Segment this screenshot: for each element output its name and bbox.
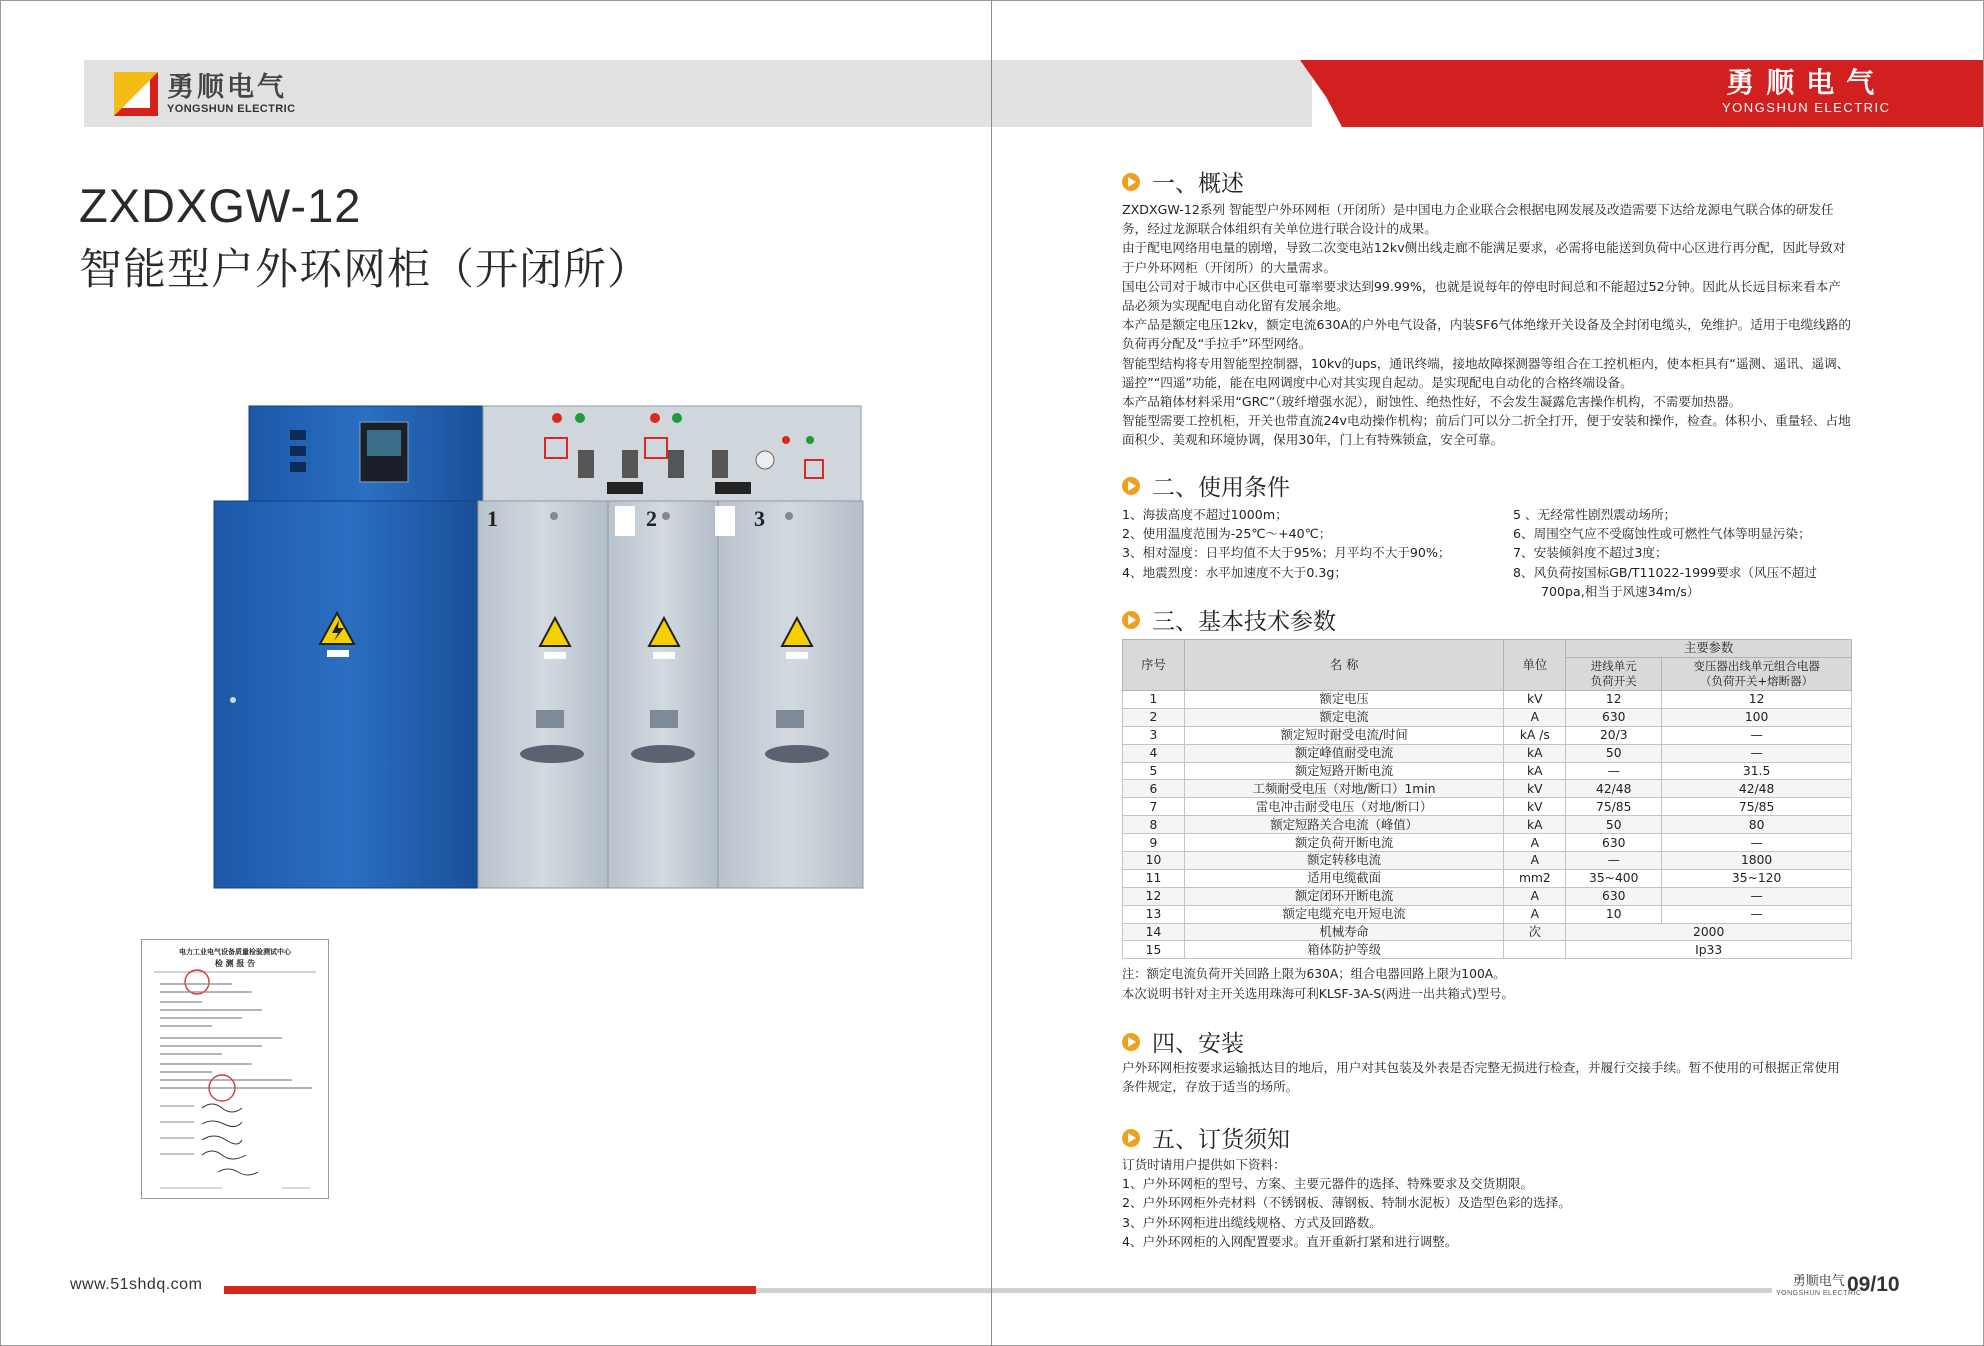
cell-unit: kV xyxy=(1504,798,1566,816)
overview-paragraph: 本产品箱体材料采用“GRC”（玻纤增强水泥），耐蚀性、绝热性好，不会发生凝露危害操作机构，不需要加热器。 xyxy=(1122,394,1742,410)
cell-unit: kA xyxy=(1504,816,1566,834)
footer-brand-en: YONGSHUN ELECTRIC xyxy=(1776,1290,1862,1297)
cell-unit: A xyxy=(1504,834,1566,852)
cell-inlet: 20/3 xyxy=(1566,726,1662,744)
cell-name: 额定电缆充电开短电流 xyxy=(1184,905,1503,923)
cell-inlet: 630 xyxy=(1566,708,1662,726)
section-title-params: 三、基本技术参数 xyxy=(1122,603,1336,636)
cell-inlet: 12 xyxy=(1566,691,1662,709)
cell-no: 1 xyxy=(1123,691,1185,709)
condition-item: 8、风负荷按国标GB/T11022-1999要求（风压不超过 xyxy=(1513,564,1817,580)
ordering-item: 2、户外环网柜外壳材料（不锈钢板、薄钢板、特制水泥板）及造型色彩的选择。 xyxy=(1122,1195,1571,1211)
table-note: 本次说明书针对主开关选用珠海可利KLSF-3A-S(两进一出共箱式)型号。 xyxy=(1122,986,1514,1001)
section-title-overview: 一、概述 xyxy=(1122,165,1244,198)
cell-unit: A xyxy=(1504,708,1566,726)
table-header-unit: 单位 xyxy=(1504,640,1566,691)
overview-paragraph: ZXDXGW-12系列 智能型户外环网柜（开闭所）是中国电力企业联合会根据电网发展及改造需要下达给龙源电气联合体的研发任务，经过龙源联合体组织有关单位进行联合设计的成果。 xyxy=(1122,202,1834,237)
section-title-ordering: 五、订货须知 xyxy=(1122,1121,1290,1154)
table-row xyxy=(1123,887,1852,905)
condition-item: 5 、无经常性剧烈震动场所； xyxy=(1513,507,1677,522)
logo-name-cn: 勇顺电气 xyxy=(167,72,287,103)
cell-unit: kA xyxy=(1504,744,1566,762)
cell-name: 额定峰值耐受电流 xyxy=(1184,744,1503,762)
overview-text xyxy=(1122,200,1852,450)
cell-inlet: 42/48 xyxy=(1566,780,1662,798)
table-row xyxy=(1123,834,1852,852)
cell-name: 箱体防护等级 xyxy=(1184,941,1503,959)
cell-name: 适用电缆截面 xyxy=(1184,869,1503,887)
cell-no: 9 xyxy=(1123,834,1185,852)
overview-paragraph: 智能型需要工控机柜，开关也带直流24v电动操作机构；前后门可以分二折全打开，便于安装和操作，检查。体积小、重量轻、占地面积少、美观和环境协调，保用30年，门上有特殊锁盒，安全可靠。 xyxy=(1122,413,1851,448)
table-row xyxy=(1123,816,1852,834)
cell-no: 6 xyxy=(1123,780,1185,798)
table-row xyxy=(1123,780,1852,798)
cell-transformer: — xyxy=(1662,905,1852,923)
ordering-intro: 订货时请用户提供如下资料： xyxy=(1122,1157,1286,1172)
page-number: 09/10 xyxy=(1847,1273,1900,1296)
bullet-play-icon xyxy=(1122,477,1140,495)
cell-merged-value: Ip33 xyxy=(1566,941,1852,959)
cell-transformer: — xyxy=(1662,744,1852,762)
overview-paragraph: 智能型结构将专用智能型控制器，10kv的ups，通讯终端，接地故障探测器等组合在工控机柜内，使本柜具有“遥测、遥讯、遥调、遥控”“四遥”功能，能在电网调度中心对其实现自起动。是实现配电自动化的合格终端设备。 xyxy=(1122,355,1850,390)
ordering-item: 4、户外环网柜的入网配置要求。直开重新打紧和进行调整。 xyxy=(1122,1233,1458,1249)
product-name-title: 智能型户外环网柜（开闭所） xyxy=(79,245,651,295)
table-header-transformer: 变压器出线单元组合电器 （负荷开关+熔断器） xyxy=(1662,658,1852,691)
cell-inlet: 75/85 xyxy=(1566,798,1662,816)
table-row xyxy=(1123,852,1852,870)
logo-name-en: YONGSHUN ELECTRIC xyxy=(167,103,296,115)
cell-inlet: — xyxy=(1566,852,1662,870)
footer-red-bar xyxy=(224,1286,756,1294)
brand-name-en: YONGSHUN ELECTRIC xyxy=(1722,100,1891,115)
cell-transformer: 31.5 xyxy=(1662,762,1852,780)
table-row xyxy=(1123,708,1852,726)
cell-no: 3 xyxy=(1123,726,1185,744)
cell-unit: kV xyxy=(1504,691,1566,709)
table-header-inlet: 进线单元 负荷开关 xyxy=(1566,658,1662,691)
cell-name: 额定电流 xyxy=(1184,708,1503,726)
condition-item: 3、相对湿度：日平均值不大于95%；月平均不大于90%； xyxy=(1122,545,1451,561)
cell-no: 12 xyxy=(1123,887,1185,905)
table-row xyxy=(1123,744,1852,762)
condition-item: 2、使用温度范围为-25℃～+40℃； xyxy=(1122,526,1332,542)
condition-item: 1、海拔高度不超过1000m； xyxy=(1122,507,1288,522)
panel-number-1: 1 xyxy=(487,506,498,531)
page-spine xyxy=(991,0,992,1346)
cell-name: 额定负荷开断电流 xyxy=(1184,834,1503,852)
brand-name-cn: 勇顺电气 xyxy=(1726,66,1887,99)
cell-unit xyxy=(1504,941,1566,959)
table-row xyxy=(1123,798,1852,816)
cell-inlet: — xyxy=(1566,762,1662,780)
table-header-main: 主要参数 xyxy=(1566,640,1852,658)
conditions-right-list xyxy=(1513,505,1817,601)
bullet-play-icon xyxy=(1122,1033,1140,1051)
section-title-conditions: 二、使用条件 xyxy=(1122,469,1290,502)
cell-inlet: 35~400 xyxy=(1566,869,1662,887)
cell-unit: kV xyxy=(1504,780,1566,798)
cell-name: 额定转移电流 xyxy=(1184,852,1503,870)
section-title-installation: 四、安装 xyxy=(1122,1025,1244,1058)
ordering-item: 3、户外环网柜进出缆线规格、方式及回路数。 xyxy=(1122,1214,1382,1230)
cell-unit: A xyxy=(1504,887,1566,905)
cell-unit: kA xyxy=(1504,762,1566,780)
product-model-title: ZXDXGW-12 xyxy=(79,179,362,232)
cell-name: 额定闭环开断电流 xyxy=(1184,887,1503,905)
bullet-play-icon xyxy=(1122,1129,1140,1147)
footer-grey-bar-right xyxy=(992,1288,1772,1293)
table-header-name: 名 称 xyxy=(1184,640,1503,691)
cell-no: 15 xyxy=(1123,941,1185,959)
table-row xyxy=(1123,691,1852,709)
cell-name: 工频耐受电压（对地/断口）1min xyxy=(1184,780,1503,798)
footer-website[interactable]: www.51shdq.com xyxy=(70,1276,203,1293)
ordering-list xyxy=(1122,1155,1852,1251)
ordering-item: 1、户外环网柜的型号、方案、主要元器件的选择、特殊要求及交货期限。 xyxy=(1122,1176,1534,1192)
right-header-brand xyxy=(1722,66,1891,115)
table-row xyxy=(1123,726,1852,744)
cell-transformer: 80 xyxy=(1662,816,1852,834)
cell-transformer: — xyxy=(1662,887,1852,905)
cell-no: 2 xyxy=(1123,708,1185,726)
cell-no: 14 xyxy=(1123,923,1185,941)
table-row xyxy=(1123,762,1852,780)
table-row xyxy=(1123,941,1852,959)
cell-name: 雷电冲击耐受电压（对地/断口） xyxy=(1184,798,1503,816)
installation-text: 户外环网柜按要求运输抵达目的地后，用户对其包装及外表是否完整无损进行检查，并履行交接手续。暂不使用的可根据正常使用条件规定，存放于适当的场所。 xyxy=(1122,1060,1840,1095)
cell-name: 额定短路关合电流（峰值） xyxy=(1184,816,1503,834)
cell-name: 额定短时耐受电流/时间 xyxy=(1184,726,1503,744)
cell-inlet: 10 xyxy=(1566,905,1662,923)
brand-logo xyxy=(114,72,295,116)
table-row xyxy=(1123,923,1852,941)
condition-item: 7、安装倾斜度不超过3度； xyxy=(1513,545,1668,561)
cell-name: 额定短路开断电流 xyxy=(1184,762,1503,780)
panel-number-3: 3 xyxy=(754,506,765,531)
cell-transformer: — xyxy=(1662,834,1852,852)
cell-no: 10 xyxy=(1123,852,1185,870)
certificate-subheading: 检 测 报 告 xyxy=(214,959,256,968)
cell-transformer: 42/48 xyxy=(1662,780,1852,798)
cell-transformer: 100 xyxy=(1662,708,1852,726)
cell-inlet: 630 xyxy=(1566,887,1662,905)
product-photo xyxy=(200,400,900,890)
cell-no: 7 xyxy=(1123,798,1185,816)
footer-grey-bar-left xyxy=(756,1288,991,1293)
footer-brand-cn: 勇顺电气 xyxy=(1792,1274,1845,1289)
cell-no: 4 xyxy=(1123,744,1185,762)
logo-mark-icon xyxy=(114,72,158,116)
cell-transformer: — xyxy=(1662,726,1852,744)
panel-number-2: 2 xyxy=(646,506,657,531)
table-row xyxy=(1123,869,1852,887)
left-header-band xyxy=(84,60,991,127)
test-certificate xyxy=(141,939,329,1199)
condition-item-continuation: 700pa,相当于风速34m/s） xyxy=(1541,583,1700,599)
condition-item: 4、地震烈度：水平加速度不大于0.3g； xyxy=(1122,564,1347,580)
cell-inlet: 50 xyxy=(1566,816,1662,834)
cell-merged-value: 2000 xyxy=(1566,923,1852,941)
cell-transformer: 35~120 xyxy=(1662,869,1852,887)
cell-transformer: 75/85 xyxy=(1662,798,1852,816)
overview-paragraph: 本产品是额定电压12kv，额定电流630A的户外电气设备，内装SF6气体绝缘开关设备及全封闭电缆头，免维护。适用于电缆线路的负荷再分配及“手拉手”环型网络。 xyxy=(1122,317,1851,352)
cell-inlet: 630 xyxy=(1566,834,1662,852)
cell-no: 8 xyxy=(1123,816,1185,834)
cell-no: 11 xyxy=(1123,869,1185,887)
table-notes xyxy=(1122,965,1514,1004)
conditions-left-list xyxy=(1122,505,1450,582)
cell-transformer: 1800 xyxy=(1662,852,1852,870)
cell-unit: kA /s xyxy=(1504,726,1566,744)
table-row xyxy=(1123,905,1852,923)
cell-unit: A xyxy=(1504,905,1566,923)
certificate-heading: 电力工业电气设备质量检验测试中心 xyxy=(179,948,291,956)
cell-no: 13 xyxy=(1123,905,1185,923)
cell-unit: A xyxy=(1504,852,1566,870)
cell-name: 额定电压 xyxy=(1184,691,1503,709)
table-note: 注：额定电流负荷开关回路上限为630A；组合电器回路上限为100A。 xyxy=(1122,967,1506,981)
cell-inlet: 50 xyxy=(1566,744,1662,762)
cell-name: 机械寿命 xyxy=(1184,923,1503,941)
right-header-grey-band xyxy=(992,60,1312,127)
cell-unit: mm2 xyxy=(1504,869,1566,887)
cell-unit: 次 xyxy=(1504,923,1566,941)
condition-item: 6、周围空气应不受腐蚀性或可燃性气体等明显污染； xyxy=(1513,526,1811,542)
overview-paragraph: 由于配电网络用电量的剧增，导致二次变电站12kv侧出线走廊不能满足要求，必需将电能送到负荷中心区进行再分配，因此导致对于户外环网柜（开闭所）的大量需求。 xyxy=(1122,240,1846,275)
overview-paragraph: 国电公司对于城市中心区供电可靠率要求达到99.99%，也就是说每年的停电时间总和不能超过52分钟。因此从长远目标来看本产品必须为实现配电自动化留有发展余地。 xyxy=(1122,278,1841,314)
cell-no: 5 xyxy=(1123,762,1185,780)
bullet-play-icon xyxy=(1122,173,1140,191)
table-header-no: 序号 xyxy=(1123,640,1185,691)
cell-transformer: 12 xyxy=(1662,691,1852,709)
technical-params-table xyxy=(1122,639,1852,959)
bullet-play-icon xyxy=(1122,611,1140,629)
